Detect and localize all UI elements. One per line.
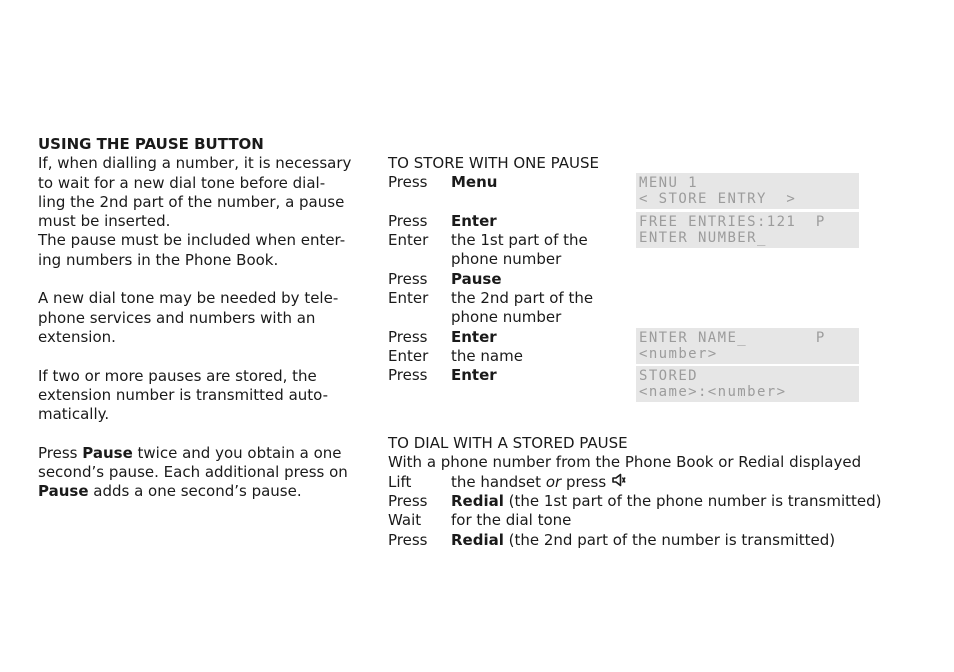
lcd-line: <number>: [639, 346, 718, 362]
text: or: [545, 472, 562, 491]
lcd-line: STORED: [639, 368, 698, 384]
step-row: [388, 531, 888, 550]
text: the 2nd part of the: [451, 289, 594, 308]
text: the handset: [451, 472, 546, 491]
step-verb: Press: [388, 269, 428, 288]
text: press: [561, 472, 607, 491]
text: phone number: [451, 308, 562, 327]
lcd-display-enter-name: [636, 328, 859, 364]
paragraph-line: [38, 444, 358, 463]
step-verb: Press: [388, 366, 428, 385]
step-verb: Press: [388, 173, 428, 192]
text: (the 2nd part of the number is transmitted): [503, 530, 836, 549]
paragraph-line: The pause must be included when enter-: [38, 231, 346, 250]
paragraph-line: ling the 2nd part of the number, a pause: [38, 192, 345, 211]
step-action: Menu: [451, 173, 498, 192]
lcd-line: ENTER NUMBER_: [639, 230, 767, 246]
lcd-line: < STORE ENTRY >: [639, 191, 797, 207]
paragraph-line: If two or more pauses are stored, the: [38, 366, 317, 385]
intro-text: With a phone number from the Phone Book or Redial displayed: [388, 453, 862, 472]
step-verb: Enter: [388, 231, 429, 250]
step-row: [388, 511, 888, 530]
step-action: [451, 492, 888, 511]
text: adds a one second’s pause.: [88, 482, 302, 501]
paragraph-line: matically.: [38, 405, 110, 424]
paragraph-line: [38, 482, 358, 501]
lcd-display-free-entries: [636, 212, 859, 248]
section-heading: TO STORE WITH ONE PAUSE: [388, 154, 599, 172]
paragraph-line: second’s pause. Each additional press on: [38, 463, 348, 482]
step-action: [451, 473, 888, 492]
step-action: Enter: [451, 327, 497, 346]
lcd-line: MENU 1: [639, 175, 698, 191]
step-verb: Press: [388, 492, 428, 511]
text: twice and you obtain a one: [132, 443, 342, 462]
step-verb: Wait: [388, 511, 422, 530]
section-title: USING THE PAUSE BUTTON: [38, 135, 264, 153]
step-verb: Enter: [388, 346, 429, 365]
step-row: [388, 492, 888, 511]
paragraph-line: phone services and numbers with an: [38, 308, 316, 327]
text: phone number: [451, 250, 562, 269]
step-action: the name: [451, 346, 523, 365]
step-action: [451, 289, 888, 328]
step-row: [388, 473, 888, 492]
paragraph-line: to wait for a new dial tone before dial-: [38, 173, 326, 192]
key-name: Redial: [451, 530, 504, 549]
lcd-line: ENTER NAME_ P: [639, 330, 826, 346]
lcd-line: FREE ENTRIES:121 P: [639, 214, 826, 230]
text: the 1st part of the: [451, 231, 588, 250]
pause-section: [38, 135, 358, 502]
lcd-display-stored: [636, 366, 859, 402]
paragraph-line: must be inserted.: [38, 212, 171, 231]
text: Press: [38, 443, 83, 462]
key-name: Redial: [451, 492, 504, 511]
step-action: [451, 531, 888, 550]
step-row: [388, 270, 888, 289]
step-action: Enter: [451, 211, 497, 230]
paragraph-line: If, when dialling a number, it is necessary: [38, 154, 352, 173]
paragraph-line: ing numbers in the Phone Book.: [38, 250, 279, 269]
step-verb: Press: [388, 530, 428, 549]
step-action: for the dial tone: [451, 511, 572, 530]
lcd-line: <name>:<number>: [639, 384, 787, 400]
dial-section: [388, 434, 888, 550]
paragraph-line: extension.: [38, 327, 116, 346]
step-verb: Lift: [388, 472, 412, 491]
step-verb: Press: [388, 211, 428, 230]
step-verb: Press: [388, 327, 428, 346]
step-row: [388, 289, 888, 328]
key-name: Pause: [82, 443, 133, 462]
key-name: Pause: [38, 482, 89, 501]
lcd-display-menu: [636, 173, 859, 209]
speaker-icon: [612, 473, 626, 492]
paragraph-line: extension number is transmitted auto-: [38, 385, 329, 404]
step-action: Enter: [451, 366, 497, 385]
text: (the 1st part of the phone number is transmitted): [503, 492, 882, 511]
step-action: Pause: [451, 269, 502, 288]
paragraph-line: A new dial tone may be needed by tele-: [38, 289, 339, 308]
step-verb: Enter: [388, 289, 429, 308]
section-heading: TO DIAL WITH A STORED PAUSE: [388, 434, 628, 452]
